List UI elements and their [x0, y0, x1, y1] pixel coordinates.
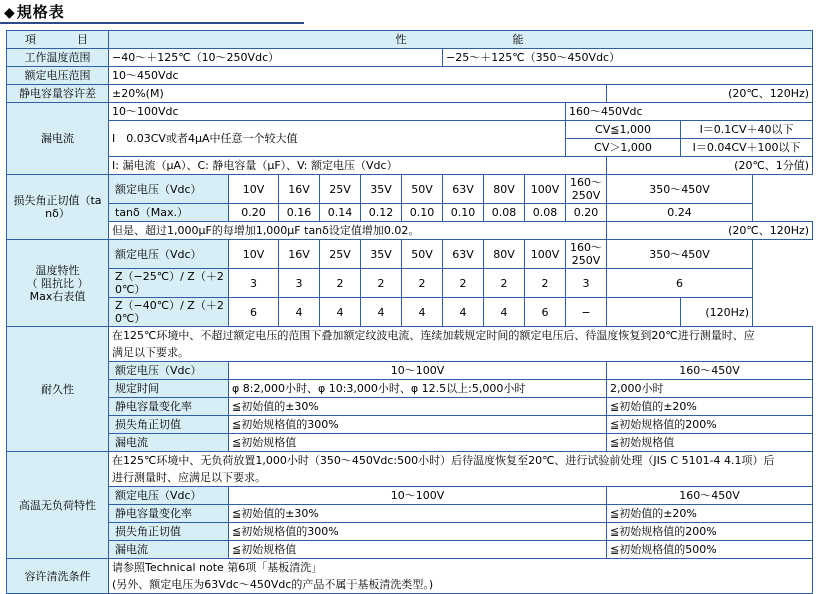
table-row	[7, 469, 813, 487]
temp-char-z25: 6	[607, 269, 753, 298]
cap-tol-value: ±20%(M)	[109, 85, 607, 103]
tan-delta-value: 0.14	[320, 204, 361, 222]
leak-range-high: 160～450Vdc	[566, 103, 813, 121]
temp-char-z40: 4	[443, 298, 484, 327]
tan-delta-voltage-label: 额定电压（Vdc）	[109, 175, 229, 204]
endurance-leak-low: ≦初始规格值	[229, 434, 607, 452]
tan-delta-voltage: 160～250V	[566, 175, 607, 204]
high-temp-cap-change-label: 静电容量变化率	[109, 505, 229, 523]
endurance-voltage-label: 额定电压（Vdc）	[109, 362, 229, 380]
temp-char-z25: 3	[229, 269, 279, 298]
temp-char-voltage: 63V	[443, 240, 484, 269]
temp-char-z40: 6	[525, 298, 566, 327]
endurance-time-low: φ 8:2,000小时、φ 10:3,000小时、φ 12.5以上:5,000小时	[229, 380, 607, 398]
row-label-temp-char	[7, 240, 109, 327]
temp-char-label-line2: （ 阻抗比 ）	[26, 276, 89, 290]
row-label-tan-delta: 损失角正切值（tanδ）	[7, 175, 109, 240]
temp-char-voltage: 350～450V	[607, 240, 753, 269]
temp-char-z40: 4	[279, 298, 320, 327]
table-row	[7, 344, 813, 362]
endurance-desc-line1: 在125℃环境中、不超过额定电压的范围下叠加额定纹波电流、连续加载规定时间的额定电压后、待温度恢复到20℃进行测量时、应	[109, 327, 813, 345]
row-label-high-temp-noload: 高温无负荷特性	[7, 452, 109, 559]
cleaning-line2: (另外、额定电压为63Vdc～450Vdc的产品不属于基板清洗类型。)	[109, 576, 813, 594]
tan-delta-voltage: 350～450V	[607, 175, 753, 204]
tan-delta-voltage: 10V	[229, 175, 279, 204]
table-row	[7, 175, 813, 204]
tan-delta-value: 0.20	[229, 204, 279, 222]
high-temp-leak-label: 漏电流	[109, 541, 229, 559]
header-spec: 性 能	[109, 31, 813, 49]
tan-delta-value: 0.12	[361, 204, 402, 222]
tan-delta-value: 0.08	[525, 204, 566, 222]
temp-char-label-line1: 温度特性	[35, 263, 80, 277]
table-row	[7, 398, 813, 416]
temp-char-voltage: 25V	[320, 240, 361, 269]
row-label-voltage-range: 额定电压范围	[7, 67, 109, 85]
endurance-voltage-high: 160～450V	[607, 362, 813, 380]
endurance-cap-change-label: 静电容量变化率	[109, 398, 229, 416]
table-row	[7, 222, 813, 240]
leak-cv-gt-value: I＝0.04CV＋100以下	[681, 139, 813, 157]
tan-delta-note: 但是、超过1,000μF的每增加1,000μF tanδ设定值增加0.02。	[109, 222, 607, 240]
table-row	[7, 523, 813, 541]
leak-range-low: 10～100Vdc	[109, 103, 566, 121]
endurance-time-label: 规定时间	[109, 380, 229, 398]
temp-char-z25: 2	[443, 269, 484, 298]
table-row	[7, 85, 813, 103]
tan-delta-voltage: 16V	[279, 175, 320, 204]
endurance-voltage-low: 10～100V	[229, 362, 607, 380]
temp-char-condition: (120Hz)	[681, 298, 753, 327]
leak-cv-le-value: I＝0.1CV＋40以下	[681, 121, 813, 139]
table-row	[7, 269, 813, 298]
temp-char-z25: 3	[566, 269, 607, 298]
table-row	[7, 576, 813, 594]
temp-char-z40-label: Z（−40℃）/ Z（＋20℃）	[109, 298, 229, 327]
table-row	[7, 452, 813, 470]
leak-condition: (20℃、1分值)	[607, 157, 813, 175]
row-label-endurance: 耐久性	[7, 327, 109, 452]
high-temp-desc-line1: 在125℃环境中、无负荷放置1,000小时（350～450Vdc:500小时）后待温度恢复至20℃、进行试验前处理（JIS C 5101-4 4.1项）后	[109, 452, 813, 470]
temp-char-z25: 2	[320, 269, 361, 298]
tan-delta-condition: (20℃、120Hz)	[607, 222, 813, 240]
diamond-icon: ◆	[4, 5, 15, 21]
table-header-row	[7, 31, 813, 49]
table-row	[7, 240, 813, 269]
table-row	[7, 559, 813, 577]
table-row	[7, 298, 813, 327]
cleaning-line1: 请参照Technical note 第6项「基板清洗」	[109, 559, 813, 577]
high-temp-desc-line2: 进行测量时、应满足以下要求。	[109, 469, 813, 487]
temp-char-label-line3: Max右表值	[29, 289, 86, 303]
temp-char-voltage: 16V	[279, 240, 320, 269]
temp-char-z25-label: Z（−25℃）/ Z（＋20℃）	[109, 269, 229, 298]
table-row	[7, 487, 813, 505]
high-temp-cap-change-low: ≦初始值的±30%	[229, 505, 607, 523]
high-temp-tan-delta-label: 损失角正切值	[109, 523, 229, 541]
high-temp-voltage-label: 额定电压（Vdc）	[109, 487, 229, 505]
endurance-tan-delta-high: ≦初始规格值的200%	[607, 416, 813, 434]
row-label-cleaning: 容许清洗条件	[7, 559, 109, 594]
row-label-leakage: 漏电流	[7, 103, 109, 175]
tan-delta-voltage: 63V	[443, 175, 484, 204]
temp-char-voltage: 100V	[525, 240, 566, 269]
temp-char-voltage: 160～250V	[566, 240, 607, 269]
tan-delta-voltage: 80V	[484, 175, 525, 204]
temp-char-z40: −	[566, 298, 607, 327]
tan-delta-value: 0.10	[402, 204, 443, 222]
temp-char-z40: 4	[320, 298, 361, 327]
leak-formula: Ⅰ 0.03CV或者4μA中任意一个较大值	[109, 121, 566, 157]
temp-char-voltage: 50V	[402, 240, 443, 269]
high-temp-tan-delta-high: ≦初始规格值的200%	[607, 523, 813, 541]
row-label-temp-range: 工作温度范围	[7, 49, 109, 67]
high-temp-leak-low: ≦初始规格值	[229, 541, 607, 559]
temp-char-z40	[607, 298, 681, 327]
temp-char-z25: 2	[402, 269, 443, 298]
table-row	[7, 121, 813, 139]
temp-char-voltage: 35V	[361, 240, 402, 269]
tan-delta-voltage: 50V	[402, 175, 443, 204]
table-row	[7, 327, 813, 345]
temp-range-high: −25～＋125℃（350～450Vdc）	[443, 49, 813, 67]
table-row	[7, 49, 813, 67]
endurance-cap-change-high: ≦初始值的±20%	[607, 398, 813, 416]
leak-cv-gt-label: CV＞1,000	[566, 139, 681, 157]
temp-char-z40: 4	[484, 298, 525, 327]
high-temp-cap-change-high: ≦初始值的±20%	[607, 505, 813, 523]
page-title	[0, 0, 304, 24]
tan-delta-voltage: 100V	[525, 175, 566, 204]
temp-char-z40: 4	[361, 298, 402, 327]
temp-char-z40: 6	[229, 298, 279, 327]
cap-tol-condition: (20℃、120Hz)	[607, 85, 813, 103]
tan-delta-value: 0.20	[566, 204, 607, 222]
leak-cv-le-label: CV≦1,000	[566, 121, 681, 139]
high-temp-voltage-low: 10～100V	[229, 487, 607, 505]
high-temp-leak-high: ≦初始规格值的500%	[607, 541, 813, 559]
table-row	[7, 362, 813, 380]
page-title-text: 規格表	[16, 3, 65, 21]
leak-legend: Ⅰ: 漏电流（μA）、C: 静电容量（μF）、V: 额定电压（Vdc）	[109, 157, 607, 175]
table-row	[7, 541, 813, 559]
temp-char-z25: 3	[279, 269, 320, 298]
tan-delta-voltage: 35V	[361, 175, 402, 204]
temp-char-z25: 2	[484, 269, 525, 298]
tan-delta-voltage: 25V	[320, 175, 361, 204]
header-item: 項 目	[7, 31, 109, 49]
voltage-range-value: 10～450Vdc	[109, 67, 813, 85]
temp-char-z25: 2	[525, 269, 566, 298]
temp-char-voltage: 80V	[484, 240, 525, 269]
endurance-time-high: 2,000小时	[607, 380, 813, 398]
row-label-cap-tol: 静电容量容许差	[7, 85, 109, 103]
endurance-tan-delta-low: ≦初始规格值的300%	[229, 416, 607, 434]
table-row	[7, 157, 813, 175]
table-row	[7, 204, 813, 222]
endurance-tan-delta-label: 损失角正切值	[109, 416, 229, 434]
tan-delta-value: 0.16	[279, 204, 320, 222]
temp-char-z40: 4	[402, 298, 443, 327]
table-row	[7, 103, 813, 121]
tan-delta-value: 0.24	[607, 204, 753, 222]
temp-char-voltage-label: 额定电压（Vdc）	[109, 240, 229, 269]
endurance-cap-change-low: ≦初始值的±30%	[229, 398, 607, 416]
table-row	[7, 380, 813, 398]
table-row	[7, 505, 813, 523]
temp-char-voltage: 10V	[229, 240, 279, 269]
endurance-leak-label: 漏电流	[109, 434, 229, 452]
tan-delta-value: 0.10	[443, 204, 484, 222]
tan-delta-max-label: tanδ（Max.）	[109, 204, 229, 222]
endurance-leak-high: ≦初始规格值	[607, 434, 813, 452]
high-temp-tan-delta-low: ≦初始规格值的300%	[229, 523, 607, 541]
table-row	[7, 434, 813, 452]
tan-delta-value: 0.08	[484, 204, 525, 222]
specification-table	[6, 30, 813, 594]
table-row	[7, 416, 813, 434]
table-row	[7, 67, 813, 85]
high-temp-voltage-high: 160～450V	[607, 487, 813, 505]
temp-range-low: −40～＋125℃（10～250Vdc）	[109, 49, 443, 67]
endurance-desc-line2: 满足以下要求。	[109, 344, 813, 362]
temp-char-z25: 2	[361, 269, 402, 298]
